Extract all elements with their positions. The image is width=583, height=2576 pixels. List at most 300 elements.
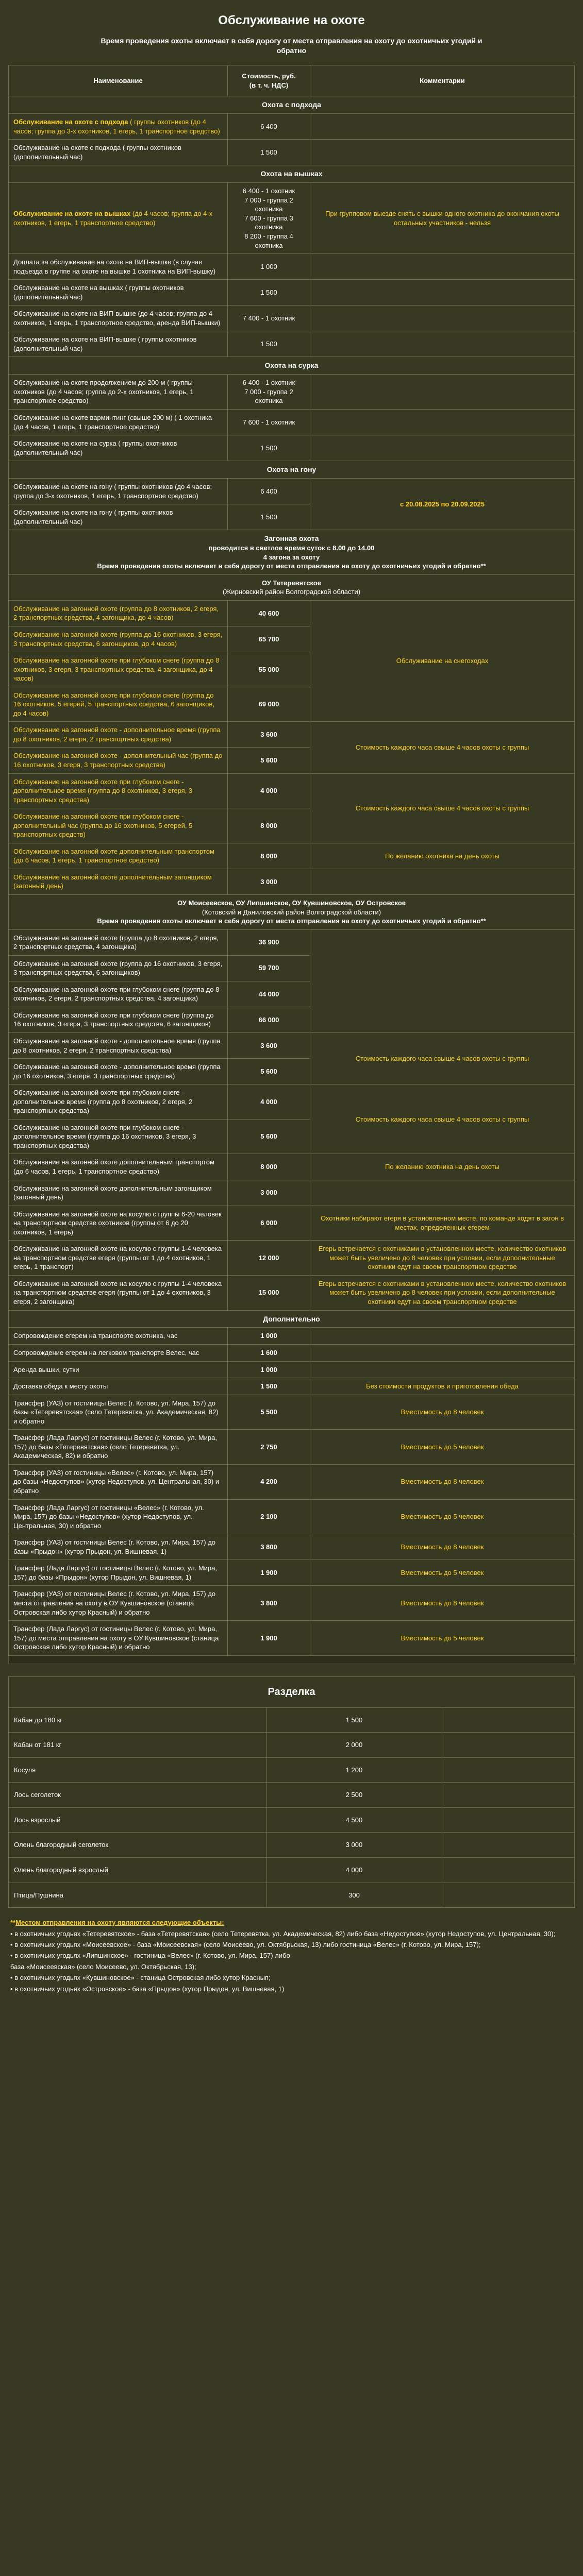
service-price xyxy=(228,1345,310,1362)
service-name xyxy=(9,1275,228,1310)
service-comment xyxy=(310,1586,575,1621)
razdelka-row xyxy=(9,1857,574,1883)
section-title xyxy=(9,530,575,575)
service-comment-text: Стоимость каждого часа свыше 4 часов охоты с группы xyxy=(355,1054,529,1062)
service-price-value: 1 500 xyxy=(260,1382,277,1391)
service-price-value: 65 700 xyxy=(258,635,279,643)
service-comment-text: Вместимость до 8 человек xyxy=(401,1408,484,1416)
service-name xyxy=(9,114,228,140)
service-price-value: 3 600 xyxy=(260,731,277,739)
service-price-value: 1 500 xyxy=(260,444,277,452)
service-comment xyxy=(310,375,575,410)
service-name xyxy=(9,1395,228,1430)
razdelka-table-body xyxy=(9,1708,574,1908)
service-comment xyxy=(310,1534,575,1560)
razdelka-price: 2 500 xyxy=(266,1783,442,1808)
service-name-text: Обслуживание на загонной охоте дополнительным загонщиком (загонный день) xyxy=(13,873,212,890)
service-price-value: 6 000 xyxy=(260,1219,277,1227)
service-name-text: Обслуживание на загонной охоте при глубоком снеге - дополнительное время (группа до 16 охотников, 3 егеря, 3 транспортных средства) xyxy=(13,1123,196,1149)
service-price xyxy=(228,869,310,894)
service-name-text: Обслуживание на охоте варминтинг (свыше 200 м) ( 1 охотника (до 4 часов, 1 егерь, 1 транспортное средство) xyxy=(13,413,212,431)
service-comment-text: Обслуживание на снегоходах xyxy=(396,657,489,665)
service-name xyxy=(9,600,228,626)
razdelka-price: 3 000 xyxy=(266,1833,442,1858)
service-name-text: Обслуживание на охоте на вышках ( группы охотников (дополнительный час) xyxy=(13,284,184,301)
service-price-value: 8 000 xyxy=(260,821,277,829)
service-price xyxy=(228,1534,310,1560)
razdelka-price: 2 000 xyxy=(266,1733,442,1758)
service-name-text: Обслуживание на загонной охоте - дополнительное время (группа до 8 охотников, 2 егеря, 2 транспортных средства) xyxy=(13,726,221,743)
razdelka-empty xyxy=(442,1857,574,1883)
service-price xyxy=(228,600,310,626)
table-row xyxy=(9,1328,575,1345)
razdelka-empty xyxy=(442,1833,574,1858)
service-name xyxy=(9,1560,228,1586)
service-comment xyxy=(310,1499,575,1534)
service-name xyxy=(9,1464,228,1499)
service-price xyxy=(228,1378,310,1395)
service-comment-text: Вместимость до 5 человек xyxy=(401,1443,484,1451)
section-title-text: Охота на вышках xyxy=(260,170,323,178)
table-row xyxy=(9,843,575,869)
service-price xyxy=(228,1328,310,1345)
service-name xyxy=(9,869,228,894)
header-name: Наименование xyxy=(9,65,228,96)
table-row xyxy=(9,409,575,435)
service-price-value: 4 200 xyxy=(260,1478,277,1486)
table-row xyxy=(9,479,575,504)
table-row xyxy=(9,929,575,955)
service-price xyxy=(228,435,310,461)
subsection-header xyxy=(9,894,575,929)
service-comment xyxy=(310,1275,575,1310)
table-row xyxy=(9,1430,575,1465)
razdelka-item: Олень благородный взрослый xyxy=(9,1857,266,1883)
table-row xyxy=(9,894,575,929)
service-comment-text: Вместимость до 8 человек xyxy=(401,1543,484,1551)
razdelka-empty xyxy=(442,1883,574,1908)
service-comment xyxy=(310,1033,575,1084)
razdelka-item: Лось сеголеток xyxy=(9,1783,266,1808)
service-price xyxy=(228,1180,310,1206)
service-price xyxy=(228,929,310,955)
service-price-value: 5 600 xyxy=(260,756,277,765)
service-price-value: 5 600 xyxy=(260,1067,277,1075)
service-name xyxy=(9,748,228,773)
service-name-text: Обслуживание на загонной охоте на косулю с группы 1-4 человека на транспортном средстве егеря (группы от 1 до 4 охотников, 1 егерь, 1 транспорт) xyxy=(13,1245,222,1271)
service-name xyxy=(9,331,228,357)
service-name xyxy=(9,773,228,808)
service-price xyxy=(228,722,310,748)
service-price xyxy=(228,626,310,652)
service-name xyxy=(9,435,228,461)
razdelka-item: Олень благородный сеголеток xyxy=(9,1833,266,1858)
service-comment xyxy=(310,331,575,357)
service-comment xyxy=(310,140,575,165)
service-name xyxy=(9,183,228,254)
service-price xyxy=(228,1275,310,1310)
service-comment xyxy=(310,1206,575,1241)
service-comment-text: При групповом выезде снять с вышки одного охотника до окончания охоты остальных участников - нельзя xyxy=(325,210,559,227)
service-name-text: Обслуживание на охоте на гону ( группы охотников (до 4 часов; группа до 3-х охотников, 1 егерь, 1 транспортное средство) xyxy=(13,483,212,500)
price-table xyxy=(8,65,575,1656)
service-name xyxy=(9,1430,228,1465)
service-price-value: 15 000 xyxy=(258,1289,279,1297)
subsection-note: Время проведения охоты включает в себя дорогу от места отправления на охоту до охотничьих угодий и обратно** xyxy=(97,917,486,925)
table-row xyxy=(9,1534,575,1560)
service-price-value: 1 000 xyxy=(260,1332,277,1340)
service-price-value: 3 000 xyxy=(260,877,277,886)
notes-item: • в охотничьих угодьях «Кувшиновское» - станица Островская либо хутор Краснып; xyxy=(10,1974,271,1982)
razdelka-price: 4 000 xyxy=(266,1857,442,1883)
table-row xyxy=(9,1345,575,1362)
notes-item: • в охотничьих угодьях «Островское» - база «Прыдон» (хутор Прыдон, ул. Вишневая, 1) xyxy=(10,1985,285,1993)
table-row xyxy=(9,1499,575,1534)
service-comment xyxy=(310,929,575,1032)
razdelka-empty xyxy=(442,1733,574,1758)
service-name-bold: Обслуживание на охоте с подхода xyxy=(13,118,128,126)
table-row xyxy=(9,1361,575,1378)
service-name xyxy=(9,1621,228,1656)
table-row xyxy=(9,1206,575,1241)
service-name-text: Обслуживание на загонной охоте при глубоком снеге - дополнительный час (группа до 16 охотников, 5 егерей, 5 транспортных средств) xyxy=(13,812,193,839)
service-price xyxy=(228,479,310,504)
service-name-text: Обслуживание на загонной охоте дополнительным загонщиком (загонный день) xyxy=(13,1184,212,1201)
service-name-text: Обслуживание на охоте продолжением до 200 м ( группы охотников (до 4 часов; группа до 2-х охотников, 1 егерь, 1 транспортное средство) xyxy=(13,379,194,405)
service-price-value: 5 500 xyxy=(260,1408,277,1416)
notes-asterisk: ** xyxy=(10,1919,16,1927)
service-price xyxy=(228,375,310,410)
table-row xyxy=(9,1586,575,1621)
service-name-text: Обслуживание на загонной охоте - дополнительное время (группа до 16 охотников, 3 егеря, 3 транспортных средства) xyxy=(13,1063,221,1080)
service-name-text: Обслуживание на загонной охоте (группа до 8 охотников, 2 егеря, 2 транспортных средства, 4 загонщика, до 4 часов) xyxy=(13,604,219,622)
service-price-value: 1 500 xyxy=(260,148,277,157)
service-name xyxy=(9,1206,228,1241)
service-name-text: Обслуживание на загонной охоте - дополнительное время (группа до 8 охотников, 2 егеря, 2 транспортных средства) xyxy=(13,1037,221,1054)
service-comment xyxy=(310,435,575,461)
service-comment-text: Стоимость каждого часа свыше 4 часов охоты с группы xyxy=(355,804,529,812)
service-price-value: 59 700 xyxy=(258,964,279,972)
service-name xyxy=(9,1378,228,1395)
notes-title: Местом отправления на охоту являются следующие объекты: xyxy=(15,1919,224,1927)
service-name-text: Доставка обеда к месту охоты xyxy=(13,1382,108,1391)
razdelka-item: Кабан от 181 кг xyxy=(9,1733,266,1758)
service-name-text: Обслуживание на загонной охоте - дополнительный час (группа до 16 охотников, 3 егеря, 3 транспортных средства) xyxy=(13,752,223,769)
service-name xyxy=(9,1154,228,1180)
table-row xyxy=(9,773,575,808)
notes-item: • в охотничьих угодьях «Липшинское» - гостиница «Велес» (г. Котово, ул. Мира, 157) либо xyxy=(10,1952,290,1960)
razdelka-row xyxy=(9,1708,574,1733)
service-name-text: Обслуживание на охоте на ВИП-вышке (до 4 часов; группа до 4 охотников, 1 егерь, 1 транспортное средство, аренда ВИП-вышки) xyxy=(13,310,221,327)
service-price-value: 8 000 xyxy=(260,852,277,860)
service-price xyxy=(228,504,310,530)
notes-heading xyxy=(10,1917,573,1928)
service-price-value: 1 500 xyxy=(260,340,277,348)
service-price-value: 44 000 xyxy=(258,990,279,998)
subsection-title: ОУ Тетеревятское xyxy=(262,579,321,587)
section-title xyxy=(9,357,575,375)
service-name xyxy=(9,254,228,280)
service-name-text: Обслуживание на загонной охоте при глубоком снеге (группа до 8 охотников, 2 егеря, 2 транспортных средства, 4 загонщика) xyxy=(13,985,220,1003)
table-bottom-bar xyxy=(8,1656,575,1664)
table-row xyxy=(9,140,575,165)
service-price-value: 6 400 - 1 охотник 7 000 - группа 2 охотника xyxy=(242,379,295,405)
service-price xyxy=(228,955,310,981)
table-row xyxy=(9,375,575,410)
service-price-value: 40 600 xyxy=(258,609,279,617)
service-price-value: 8 000 xyxy=(260,1163,277,1171)
service-price-value: 6 400 xyxy=(260,487,277,495)
service-price-value: 6 400 - 1 охотник 7 000 - группа 2 охотника 7 600 - группа 3 охотника 8 200 - группа 4 охотника xyxy=(242,187,295,249)
service-price-value: 1 900 xyxy=(260,1634,277,1642)
service-name-text: Обслуживание на загонной охоте при глубоком снеге (группа до 16 охотников, 3 егеря, 3 транспортных средства, 6 загонщиков) xyxy=(13,1011,214,1028)
service-name xyxy=(9,140,228,165)
section-row xyxy=(9,96,575,114)
service-price xyxy=(228,114,310,140)
razdelka-row xyxy=(9,1807,574,1833)
service-price-value: 4 000 xyxy=(260,787,277,795)
service-price xyxy=(228,1464,310,1499)
service-price xyxy=(228,1430,310,1465)
razdelka-row xyxy=(9,1883,574,1908)
section-title xyxy=(9,461,575,479)
service-price xyxy=(228,1361,310,1378)
header-price xyxy=(228,65,310,96)
section-title xyxy=(9,1310,575,1328)
service-comment-text: Стоимость каждого часа свыше 4 часов охоты с группы xyxy=(355,743,529,752)
razdelka-empty xyxy=(442,1708,574,1733)
table-row xyxy=(9,1395,575,1430)
service-name-rest: (до 4 часов; группа до 4-х охотников, 1 егерь, 1 транспортное средство) xyxy=(13,210,213,227)
service-price-value: 36 900 xyxy=(258,938,279,946)
razdelka-empty xyxy=(442,1783,574,1808)
service-price-value: 1 500 xyxy=(260,288,277,296)
service-comment xyxy=(310,1328,575,1345)
service-name xyxy=(9,1007,228,1032)
service-price-value: 1 500 xyxy=(260,513,277,521)
table-row xyxy=(9,331,575,357)
table-row xyxy=(9,1241,575,1276)
section-row xyxy=(9,165,575,183)
service-name-text: Обслуживание на охоте на гону ( группы охотников (дополнительный час) xyxy=(13,509,173,526)
service-price xyxy=(228,280,310,306)
service-name xyxy=(9,280,228,306)
service-name-text: Обслуживание на загонной охоте дополнительным транспортом (до 6 часов, 1 егерь, 1 транспортное средство) xyxy=(13,847,214,865)
service-price xyxy=(228,1499,310,1534)
service-comment-text: Охотники набирают егеря в установленном месте, по команде ходят в загон в местах, определенных егерем xyxy=(320,1214,564,1231)
service-price-value: 3 000 xyxy=(260,1189,277,1197)
service-price-value: 1 600 xyxy=(260,1349,277,1357)
service-comment xyxy=(310,114,575,140)
table-row xyxy=(9,1275,575,1310)
service-name-text: Обслуживание на загонной охоте (группа до 16 охотников, 3 егеря, 3 транспортных средства, 6 загонщиков) xyxy=(13,959,223,977)
service-name xyxy=(9,1328,228,1345)
header-comment: Комментарии xyxy=(310,65,575,96)
razdelka-price: 1 500 xyxy=(266,1708,442,1733)
service-price-value: 3 800 xyxy=(260,1599,277,1607)
service-price-value: 1 900 xyxy=(260,1569,277,1577)
table-row xyxy=(9,722,575,748)
service-name-text: Обслуживание на охоте на сурка ( группы охотников (дополнительный час) xyxy=(13,439,177,456)
service-comment xyxy=(310,254,575,280)
razdelka-price: 300 xyxy=(266,1883,442,1908)
service-name-text: Сопровождение егерем на легковом транспорте Велес, час xyxy=(13,1349,199,1357)
service-price-value: 7 400 - 1 охотник xyxy=(242,314,295,323)
service-price xyxy=(228,687,310,722)
service-name-text: Трансфер (Лада Ларгус) от гостиницы «Велес» (г. Котово, ул. Мира, 157) до базы «Недоступов» (хутор Недоступов, ул. Центральная, 30) и обратно xyxy=(13,1503,204,1530)
notes-list xyxy=(10,1928,573,1995)
service-price xyxy=(228,652,310,687)
razdelka-empty xyxy=(442,1757,574,1783)
notes-item: база «Моисеевская» (село Моисеево, ул. Октябрьская, 13); xyxy=(10,1962,196,1971)
service-name xyxy=(9,843,228,869)
section-row xyxy=(9,530,575,575)
table-row xyxy=(9,183,575,254)
service-price-value: 4 000 xyxy=(260,1097,277,1106)
service-name xyxy=(9,1361,228,1378)
service-comment xyxy=(310,1464,575,1499)
table-row xyxy=(9,1033,575,1059)
service-name-text: Обслуживание на загонной охоте при глубоком снеге (группа до 16 охотников, 5 егерей, 5 транспортных средства, 6 загонщиков, до 4 часов) xyxy=(13,691,214,717)
service-name-text: Доплата за обслуживание на охоте на ВИП-вышке (в случае подъезда в группе на охоте на вышке 1 охотника на ВИП-вышку) xyxy=(13,258,216,275)
service-price xyxy=(228,1119,310,1154)
service-name xyxy=(9,929,228,955)
section-title-text: Охота на гону xyxy=(266,465,317,474)
service-comment xyxy=(310,1345,575,1362)
razdelka-item: Птица/Пушнина xyxy=(9,1883,266,1908)
service-price xyxy=(228,1059,310,1084)
service-price xyxy=(228,1241,310,1276)
section-title-text: Загонная охота xyxy=(264,534,319,543)
service-name xyxy=(9,1119,228,1154)
service-price-value: 3 800 xyxy=(260,1543,277,1551)
service-price-value: 2 750 xyxy=(260,1443,277,1451)
service-price-value: 2 100 xyxy=(260,1513,277,1521)
table-row xyxy=(9,1621,575,1656)
service-name xyxy=(9,687,228,722)
service-price xyxy=(228,981,310,1007)
table-row xyxy=(9,435,575,461)
service-price-value: 55 000 xyxy=(258,665,279,673)
subsection-region: (Жирновский район Волгоградской области) xyxy=(222,588,361,596)
service-price xyxy=(228,1621,310,1656)
section-title-text: Дополнительно xyxy=(263,1314,320,1323)
service-comment xyxy=(310,1154,575,1180)
header-price-label: Стоимость, руб. (в т. ч. НДС) xyxy=(242,72,296,89)
table-row xyxy=(9,1084,575,1120)
table-row xyxy=(9,254,575,280)
service-name xyxy=(9,409,228,435)
service-comment xyxy=(310,306,575,331)
notes-item: • в охотничьих угодьях «Моисеевское» - база «Моисеевская» (село Моисеево, ул. Октябрьская, 13) либо гостиница «Велес» (г. Котово, ул. Мира, 157); xyxy=(10,1940,481,1948)
service-price xyxy=(228,254,310,280)
section-title-text: Охота с подхода xyxy=(262,100,321,109)
service-comment xyxy=(310,479,575,530)
service-name-text: Трансфер (Лада Ларгус) от гостиницы Велес (г. Котово, ул. Мира, 157) до места отправления на охоту в ОУ Кувшиновское (станица Островская либо хутор Красный) и обратно xyxy=(13,1625,219,1651)
table-header-row xyxy=(9,65,575,96)
service-price-value: 6 400 xyxy=(260,122,277,130)
price-table-body xyxy=(9,96,575,1655)
service-name-text: Трансфер (Лада Ларгус) от гостиницы Велес (г. Котово, ул. Мира, 157) до базы «Прыдон» (хутор Прыдон, ул. Вишневая, 1) xyxy=(13,1564,217,1581)
service-name xyxy=(9,1534,228,1560)
service-name xyxy=(9,981,228,1007)
section-row xyxy=(9,1310,575,1328)
service-comment-text: По желанию охотника на день охоты xyxy=(385,1163,499,1171)
service-name xyxy=(9,626,228,652)
razdelka-table xyxy=(9,1708,574,1908)
service-comment-text: Вместимость до 8 человек xyxy=(401,1478,484,1486)
service-price xyxy=(228,183,310,254)
service-comment xyxy=(310,1378,575,1395)
service-name-text: Трансфер (УАЗ) от гостиницы Велес (г. Котово, ул. Мира, 157) до места отправления на охоту в ОУ Кувшиновское (станица Островская либо хутор Красный) и обратно xyxy=(13,1590,216,1616)
service-price xyxy=(228,306,310,331)
service-name-text: Обслуживание на загонной охоте при глубоком снеге - дополнительное время (группа до 8 охотников, 3 егеря, 3 транспортных средства) xyxy=(13,777,193,804)
service-price xyxy=(228,1084,310,1120)
razdelka-item: Лось взрослый xyxy=(9,1807,266,1833)
service-name-text: Обслуживание на загонной охоте на косулю с группы 6-20 человек на транспортном средстве охотников (группы от 6 до 20 охотников, 1 егерь) xyxy=(13,1210,222,1236)
service-name xyxy=(9,1180,228,1206)
subsection-region: (Котовский и Даниловский район Волгоградской области) xyxy=(202,908,381,916)
table-row xyxy=(9,280,575,306)
service-name-text: Обслуживание на загонной охоте на косулю с группы 1-4 человека на транспортном средстве егеря (группы от 1 до 4 охотников, 3 егеря, 2 загонщика) xyxy=(13,1279,222,1306)
service-comment-text: Стоимость каждого часа свыше 4 часов охоты с группы xyxy=(355,1115,529,1123)
service-name-text: Трансфер (УАЗ) от гостиницы «Велес» (г. Котово, ул. Мира, 157) до базы «Недоступов» (хутор Недоступов, ул. Центральная, 30) и обратно xyxy=(13,1468,220,1495)
service-comment xyxy=(310,1084,575,1154)
service-price xyxy=(228,773,310,808)
service-name-rest: ( группы охотников (до 4 часов; группа до 3-х охотников, 1 егерь, 1 транспортное средство) xyxy=(13,118,220,135)
service-price-value: 3 600 xyxy=(260,1041,277,1049)
service-name xyxy=(9,1084,228,1120)
razdelka-block xyxy=(8,1676,575,1908)
razdelka-row xyxy=(9,1757,574,1783)
service-price-value: 12 000 xyxy=(258,1253,279,1262)
section-title-text: Охота на сурка xyxy=(264,361,319,370)
service-price-value: 1 000 xyxy=(260,1365,277,1374)
service-comment-text: Вместимость до 8 человек xyxy=(401,1599,484,1607)
section-title xyxy=(9,96,575,114)
service-comment-text: Егерь встречается с охотниками в установленном месте, количество охотников может быть увеличено до 8 человек при условии, если дополнительные охотники едут на своем транспортном средстве xyxy=(318,1279,567,1306)
service-name xyxy=(9,955,228,981)
table-row xyxy=(9,1154,575,1180)
razdelka-item: Косуля xyxy=(9,1757,266,1783)
service-comment xyxy=(310,600,575,721)
service-comment xyxy=(310,280,575,306)
service-name xyxy=(9,808,228,843)
service-price xyxy=(228,1154,310,1180)
service-comment-text: с 20.08.2025 по 20.09.2025 xyxy=(400,500,485,508)
service-price-value: 5 600 xyxy=(260,1132,277,1141)
razdelka-price: 1 200 xyxy=(266,1757,442,1783)
subsection-header xyxy=(9,574,575,600)
service-price xyxy=(228,1033,310,1059)
service-name xyxy=(9,375,228,410)
service-name-text: Обслуживание на загонной охоте при глубоком снеге (группа до 8 охотников, 3 егеря, 3 транспортных средства, 4 загонщика, до 4 часов) xyxy=(13,656,220,683)
service-name-text: Обслуживание на охоте на ВИП-вышке ( группы охотников (дополнительный час) xyxy=(13,335,197,352)
service-name xyxy=(9,479,228,504)
service-comment xyxy=(310,1180,575,1206)
service-comment xyxy=(310,409,575,435)
service-price xyxy=(228,331,310,357)
service-comment xyxy=(310,1560,575,1586)
service-price xyxy=(228,808,310,843)
notes xyxy=(8,1908,575,1999)
service-price xyxy=(228,748,310,773)
table-row xyxy=(9,1180,575,1206)
notes-item: • в охотничьих угодьях «Тетеревятское» - база «Тетеревятская» (село Тетеревятка, ул. Академическая, 82) либо база «Недоступов» (хутор Недоступов, ул. Центральная, 30); xyxy=(10,1929,556,1938)
service-comment xyxy=(310,183,575,254)
service-comment-text: Вместимость до 5 человек xyxy=(401,1634,484,1642)
service-name-text: Обслуживание на загонной охоте (группа до 16 охотников, 3 егеря, 3 транспортных средства, 6 загонщиков, до 4 часов) xyxy=(13,630,223,648)
